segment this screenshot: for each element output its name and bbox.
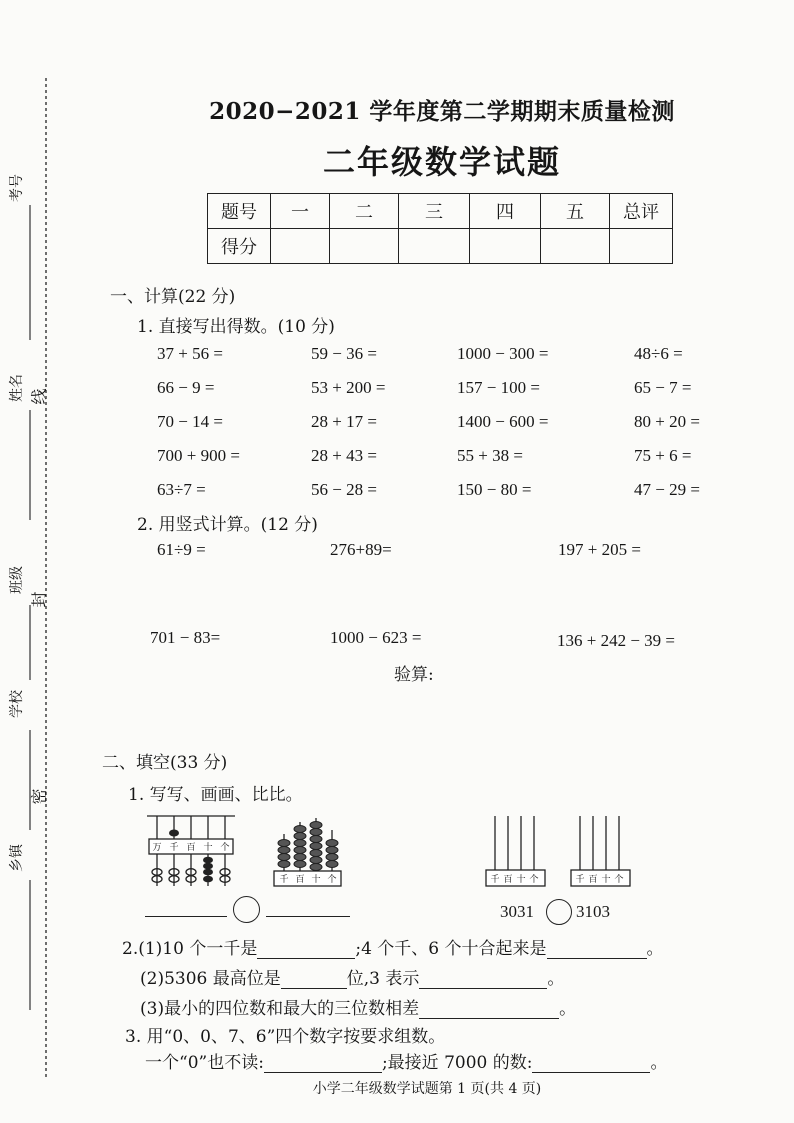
oral-problem: 157 − 100 = <box>457 378 540 397</box>
school-label: 学校 <box>9 690 25 718</box>
section-1-heading: 一、计算(22 分) <box>110 287 236 307</box>
answer-blank[interactable] <box>419 1000 559 1019</box>
question-text: 位,3 表示 <box>346 969 420 989</box>
question-text: 。 <box>547 969 565 989</box>
score-input-cell[interactable] <box>610 229 673 264</box>
oral-problem: 56 − 28 = <box>311 480 377 499</box>
vertical-problem: 1000 − 623 = <box>330 628 422 647</box>
oral-problem: 1000 − 300 = <box>457 344 549 363</box>
vertical-problem: 701 − 83= <box>150 628 221 647</box>
rod-label: 百 <box>186 843 196 853</box>
question-2-2-3 <box>140 994 576 1019</box>
oral-problem: 55 + 38 = <box>457 446 523 465</box>
score-table-cell: 五 <box>541 194 610 229</box>
score-table-header-row <box>208 194 673 229</box>
question-text: 2.(1)10 个一千是 <box>122 939 258 959</box>
score-input-cell[interactable] <box>541 229 610 264</box>
oral-problem: 28 + 17 = <box>311 412 377 431</box>
abacus-four-rods-beads <box>270 808 345 888</box>
question-2-2-2 <box>140 964 564 989</box>
rod-label: 百 <box>503 875 513 885</box>
question-text: (3)最小的四位数和最大的三位数相差 <box>140 999 420 1019</box>
score-table-cell: 一 <box>271 194 330 229</box>
oral-problem: 1400 − 600 = <box>457 412 549 431</box>
compare-left-number: 3031 <box>500 902 534 921</box>
rod-label: 千 <box>169 843 179 853</box>
abacus-empty-left <box>483 812 548 892</box>
score-table-cell: 题号 <box>208 194 271 229</box>
question-1-2-title: 2. 用竖式计算。(12 分) <box>137 515 318 535</box>
town-label: 乡镇 <box>9 844 25 872</box>
score-table-cell: 三 <box>399 194 470 229</box>
answer-blank[interactable] <box>257 940 355 959</box>
rod-label: 千 <box>575 875 585 885</box>
answer-blank[interactable] <box>419 970 547 989</box>
score-table <box>207 193 673 264</box>
score-table-cell: 四 <box>470 194 541 229</box>
binding-word-secret: 密 <box>29 788 49 805</box>
answer-blank[interactable] <box>281 970 347 989</box>
abacus-answer-blank-right[interactable] <box>266 898 350 917</box>
question-2-3-line <box>145 1048 667 1073</box>
oral-problem: 28 + 43 = <box>311 446 377 465</box>
question-text: ;最接近 7000 的数: <box>381 1053 533 1073</box>
rod-label: 十 <box>311 875 321 885</box>
rod-label: 千 <box>490 875 500 885</box>
vertical-problem: 197 + 205 = <box>558 540 641 559</box>
question-2-1-title: 1. 写写、画画、比比。 <box>128 785 303 805</box>
oral-problem: 47 − 29 = <box>634 480 700 499</box>
page-footer: 小学二年级数学试题第 1 页(共 4 页) <box>312 1081 542 1097</box>
rod-label: 十 <box>601 875 611 885</box>
rod-label: 个 <box>327 875 337 885</box>
rod-label: 百 <box>295 875 305 885</box>
rod-label: 个 <box>529 875 539 885</box>
oral-problem: 80 + 20 = <box>634 412 700 431</box>
vertical-problem: 276+89= <box>330 540 392 559</box>
rod-label: 十 <box>516 875 526 885</box>
oral-problem: 63÷7 = <box>157 480 206 499</box>
oral-problem: 53 + 200 = <box>311 378 386 397</box>
rod-label: 十 <box>203 843 213 853</box>
rod-label: 个 <box>220 843 230 853</box>
class-label: 班级 <box>9 566 25 594</box>
question-text: 。 <box>650 1053 668 1073</box>
compare-circle[interactable] <box>546 899 572 925</box>
abacus-bead <box>169 830 179 837</box>
compare-circle[interactable] <box>233 896 260 923</box>
rod-label: 万 <box>152 843 162 853</box>
question-1-1-title: 1. 直接写出得数。(10 分) <box>137 317 335 337</box>
section-2-heading: 二、填空(33 分) <box>102 753 228 773</box>
score-table-cell: 总评 <box>610 194 673 229</box>
exam-title: 2020−2021 学年度第二学期期末质量检测 <box>209 98 675 125</box>
question-2-3-title: 3. 用“0、0、7、6”四个数字按要求组数。 <box>125 1027 446 1047</box>
score-input-cell[interactable] <box>330 229 399 264</box>
answer-blank[interactable] <box>532 1054 650 1073</box>
binding-word-seal: 封 <box>29 591 49 608</box>
score-input-cell[interactable] <box>399 229 470 264</box>
score-table-cell: 二 <box>330 194 399 229</box>
oral-problem: 59 − 36 = <box>311 344 377 363</box>
binding-word-line: 线 <box>29 388 49 405</box>
oral-problem: 700 + 900 = <box>157 446 240 465</box>
question-text: 。 <box>559 999 577 1019</box>
abacus-five-rods <box>140 808 240 888</box>
question-text: (2)5306 最高位是 <box>140 969 281 989</box>
answer-blank[interactable] <box>547 940 647 959</box>
question-text: 一个“0”也不读: <box>145 1053 264 1073</box>
score-table-score-row <box>208 229 673 264</box>
abacus-dark-beads <box>203 857 213 883</box>
oral-problem: 37 + 56 = <box>157 344 223 363</box>
oral-problem: 150 − 80 = <box>457 480 532 499</box>
oral-problem: 48÷6 = <box>634 344 683 363</box>
rod-label: 百 <box>588 875 598 885</box>
vertical-problem: 61÷9 = <box>157 540 206 559</box>
score-input-cell[interactable] <box>271 229 330 264</box>
question-text: ;4 个千、6 个十合起来是 <box>355 939 547 959</box>
oral-problem: 66 − 9 = <box>157 378 215 397</box>
question-2-2-1 <box>122 934 664 959</box>
vertical-problem: 136 + 242 − 39 = <box>557 631 676 650</box>
answer-blank[interactable] <box>264 1054 382 1073</box>
rod-label: 千 <box>279 875 289 885</box>
oral-problem: 65 − 7 = <box>634 378 692 397</box>
rod-label: 个 <box>614 875 624 885</box>
compare-right-number: 3103 <box>576 902 610 921</box>
oral-problem: 70 − 14 = <box>157 412 223 431</box>
exam-number-label: 考号 <box>9 174 25 202</box>
exam-subtitle: 二年级数学试题 <box>322 143 561 181</box>
score-table-cell: 得分 <box>208 229 271 264</box>
score-input-cell[interactable] <box>470 229 541 264</box>
abacus-answer-blank-left[interactable] <box>145 898 227 917</box>
name-label: 姓名 <box>9 374 25 402</box>
question-text: 。 <box>646 939 664 959</box>
oral-problem: 75 + 6 = <box>634 446 692 465</box>
abacus-empty-right <box>568 812 633 892</box>
check-label: 验算: <box>394 665 434 685</box>
